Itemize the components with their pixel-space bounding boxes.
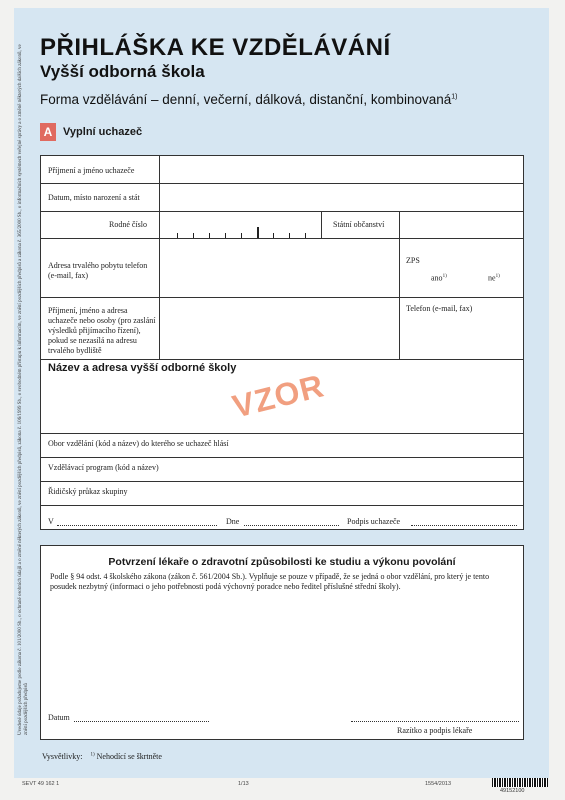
telefon-input[interactable] xyxy=(400,314,523,359)
form-title: PŘIHLÁŠKA KE VZDĚLÁVÁNÍ xyxy=(40,34,391,61)
footer-code: SEVT 49 162 1 xyxy=(22,781,60,787)
lekar-podpis-input[interactable] xyxy=(351,721,519,722)
adresa-zaslani-input[interactable] xyxy=(160,298,399,359)
zps-ne[interactable]: $ne^{1)}$ xyxy=(488,273,500,283)
doctor-confirmation-box xyxy=(40,545,524,740)
zps-label: ZPS xyxy=(406,256,420,265)
statni-obcanstvi-input[interactable] xyxy=(400,212,523,238)
form-subtitle: Vyšší odborná škola xyxy=(40,62,205,81)
lekar-text: Podle § 94 odst. 4 školského zákona (zákon č. 561/2004 Sb.). Vyplňuje se pouze v případě, že se jedná o obor vzdělání, pro který je tento posudek nezbytný (informaci o jeho potřebnosti podá výchovný poradce nebo ředitel příslušné střední školy). xyxy=(50,572,490,591)
forma-vzdelavani: Forma vzdělávání – denní, večerní, dálková, distanční, kombinovaná$^{1)}$ xyxy=(40,92,458,107)
vzor-watermark: VZOR xyxy=(228,367,328,425)
applicant-form xyxy=(40,155,524,530)
dne-input[interactable] xyxy=(244,525,339,526)
razitko-label: Razítko a podpis lékaře xyxy=(397,726,473,735)
section-a-badge: A xyxy=(40,123,56,141)
nazev-skoly-label: Název a adresa vyšší odborné školy xyxy=(48,362,237,374)
datum-misto-label: Datum, místo narození a stát xyxy=(48,193,140,202)
v-label: V xyxy=(48,517,54,526)
vysvetlivky: Vysvětlivky: $^{1)}$ Nehodící se škrtněte xyxy=(42,752,162,761)
barcode xyxy=(492,778,548,787)
barcode-number: 49152100 xyxy=(500,788,525,794)
legal-side-note: Uvedené údaje požadujeme podle zákona č. 101/2000 Sb., o ochraně osobních údajů a o změně některých zákonů, ve znění pozdějších předpisů, zákona č. 106/1999 Sb., o svobodném přístupu k informacím, ve znění pozdějších předpisů a zákona č. 365/2000 Sb., o informačních systémech veřejné správy a o změně některých dalších zákonů, ve znění pozdějších předpisů xyxy=(18,44,29,735)
lekar-datum-input[interactable] xyxy=(74,721,209,722)
adresa-zaslani-label: Příjmení, jméno a adresa uchazeče nebo osoby (pro zaslání výsledků přijímacího řízení), pokud se nezasílá na adresu trvalého bydliště xyxy=(48,306,156,355)
datum-misto-input[interactable] xyxy=(160,184,523,211)
zps-ano[interactable]: ano$^{1)}$ xyxy=(431,273,447,283)
dne-label: Dne xyxy=(226,517,240,526)
lekar-datum-label: Datum xyxy=(48,713,70,722)
adresa-input[interactable] xyxy=(160,239,399,297)
podpis-input[interactable] xyxy=(411,525,517,526)
ridicsky-label: Řidičský průkaz skupiny xyxy=(48,487,128,496)
telefon-label: Telefon (e-mail, fax) xyxy=(406,304,473,313)
prijmeni-label: Příjmení a jméno uchazeče xyxy=(48,166,135,175)
lekar-title: Potvrzení lékaře o zdravotní způsobilosti ke studiu a výkonu povolání xyxy=(108,556,456,568)
footer-number: 1554/2013 xyxy=(425,781,451,787)
statni-obcanstvi-label: Státní občanství xyxy=(333,220,385,229)
v-input[interactable] xyxy=(57,525,217,526)
rodne-cislo-input[interactable] xyxy=(160,212,321,238)
podpis-label: Podpis uchazeče xyxy=(347,517,401,526)
program-label: Vzdělávací program (kód a název) xyxy=(48,463,159,472)
footer-page: 1/13 xyxy=(238,781,249,787)
rodne-cislo-label: Rodné číslo xyxy=(109,220,147,229)
obor-label: Obor vzdělání (kód a název) do kterého se uchazeč hlásí xyxy=(48,439,229,448)
section-a-label: Vyplní uchazeč xyxy=(63,126,143,138)
prijmeni-input[interactable] xyxy=(160,156,523,183)
adresa-label: Adresa trvalého pobytu telefon (e-mail, fax) xyxy=(48,261,148,280)
